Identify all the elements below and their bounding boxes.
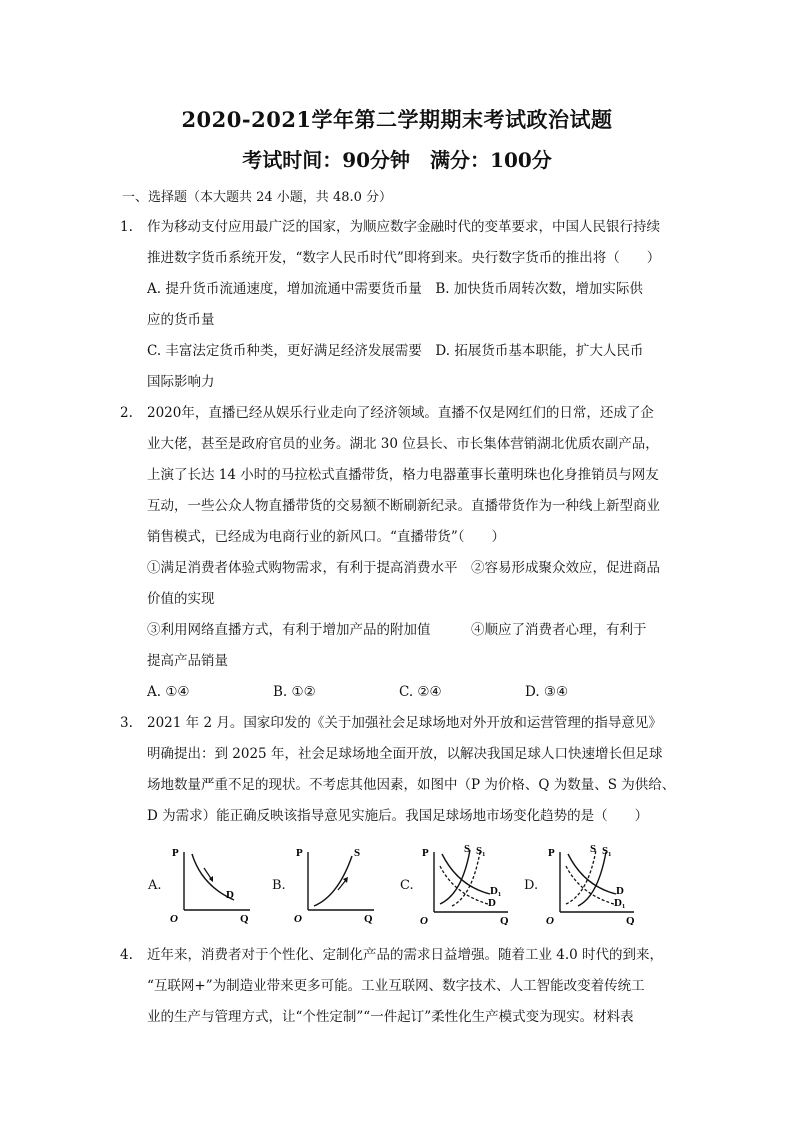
option-b: B. ①② [273,684,316,700]
question-number: 2. [120,405,133,421]
option-line: 应的货币量 [147,312,215,328]
question-3 [120,708,680,832]
question-line: 销售模式，已经成为电商行业的新风口。“直播带货”（ ） [147,529,506,545]
statement-line: 提高产品销量 [147,653,228,669]
question-line: “互联网+”为制造业带来更多可能。工业互联网、数字技术、人工智能改变着传统工 [147,978,645,994]
svg-text:S: S [354,847,361,859]
svg-text:O: O [546,915,554,925]
shift-arrow-icon [338,880,346,890]
graph-d [544,840,644,925]
statement-line: ③利用网络直播方式，有利于增加产品的附加值 ④顺应了消费者心理，有利于 [147,622,647,638]
option-a: A. ①④ [147,684,190,700]
svg-text:P: P [422,847,429,859]
exam-title: 2020-2021学年第二学期期末考试政治试题 [181,107,613,132]
label-d: D [226,889,234,901]
question-1 [120,212,680,398]
graph-c [418,840,518,925]
svg-text:D: D [488,897,496,909]
axis-q: Q [240,913,249,925]
question-line: D 为需求）能正确反映该指导意见实施后。我国足球场地市场变化趋势的是（ ） [147,808,649,824]
supply-curve-s1 [452,852,480,906]
demand-curve-d [442,854,490,894]
svg-text:P: P [296,847,303,859]
option-line: A. 提升货币流通速度，增加流通中需要货币量 B. 加快货币周转次数，增加实际供 [147,281,643,297]
graph-a [168,840,258,925]
svg-text:S: S [590,843,597,855]
option-d: D. ③④ [525,684,569,700]
graph-label-b: B. [272,878,286,893]
answer-options [147,677,680,708]
question-number: 3. [120,715,133,731]
graph-b [292,840,382,925]
question-line: 明确提出：到 2025 年，社会足球场地全面开放，以解决我国足球人口快速增长但足球 [147,746,663,762]
option-line: C. 丰富法定货币种类，更好满足经济发展需要 D. 拓展货币基本职能，扩大人民币 [147,343,644,359]
svg-text:O: O [420,915,428,925]
question-line: 2020年，直播已经从娱乐行业走向了经济领域。直播不仅是网红们的日常，还成了企 [147,405,654,421]
question-line: 作为移动支付应用最广泛的国家，为顺应数字金融时代的变革要求，中国人民银行持续 [147,219,660,235]
svg-text:S₁: S₁ [476,845,486,857]
svg-text:O: O [294,913,302,925]
svg-text:Q: Q [626,915,635,925]
statement-line: ①满足消费者体验式购物需求，有利于提高消费水平 ②容易形成聚众效应，促进商品 [147,560,660,576]
svg-text:S: S [464,843,471,855]
graph-label-d: D. [524,878,539,893]
option-c: C. ②④ [399,684,442,700]
question-line: 互动，一些公众人物直播带货的交易额不断刷新纪录。直播带货作为一种线上新型商业 [147,498,660,514]
section-heading: 一、选择题（本大题共 24 小题，共 48.0 分） [122,190,393,205]
axis-origin: O [170,913,178,925]
supply-curve-s1 [578,852,606,906]
question-line: 场地数量严重不足的现状。不考虑其他因素，如图中（P 为价格、Q 为数量、S 为供给、 [147,777,676,793]
question-number: 1. [120,219,133,235]
svg-text:D₁: D₁ [614,897,626,909]
question-line: 2021 年 2 月。国家印发的《关于加强社会足球场地对外开放和运营管理的指导意见》 [147,715,662,731]
question-4 [120,940,680,1033]
axis-p: P [172,847,179,859]
svg-text:D₁: D₁ [490,885,502,897]
svg-text:S₁: S₁ [602,845,612,857]
supply-demand-graphs [148,840,648,930]
question-line: 近年来，消费者对于个性化、定制化产品的需求日益增强。随着工业 4.0 时代的到来， [147,947,664,963]
svg-text:P: P [548,847,555,859]
question-line: 推进数字货币系统开发，“数字人民币时代”即将到来。央行数字货币的推出将（ ） [147,250,661,266]
graph-label-c: C. [400,878,414,893]
question-number: 4. [120,947,133,963]
svg-text:Q: Q [500,915,509,925]
question-2 [120,398,680,708]
question-line: 业大佬，甚至是政府官员的业务。湖北 30 位县长、市长集体营销湖北优质农副产品， [147,436,659,452]
demand-curve-d [568,854,616,894]
option-line: 国际影响力 [147,374,215,390]
question-line: 业的生产与管理方式，让“个性定制”“一件起订”柔性化生产模式变为现实。材料表 [147,1009,634,1025]
svg-text:Q: Q [364,913,373,925]
svg-text:D: D [616,885,624,897]
exam-subtitle: 考试时间：90分钟 满分：100分 [242,148,552,172]
question-line: 上演了长达 14 小时的马拉松式直播带货，格力电器董事长董明珠也化身推销员与网友 [147,467,659,483]
graph-label-a: A. [148,878,162,893]
statement-line: 价值的实现 [147,591,215,607]
